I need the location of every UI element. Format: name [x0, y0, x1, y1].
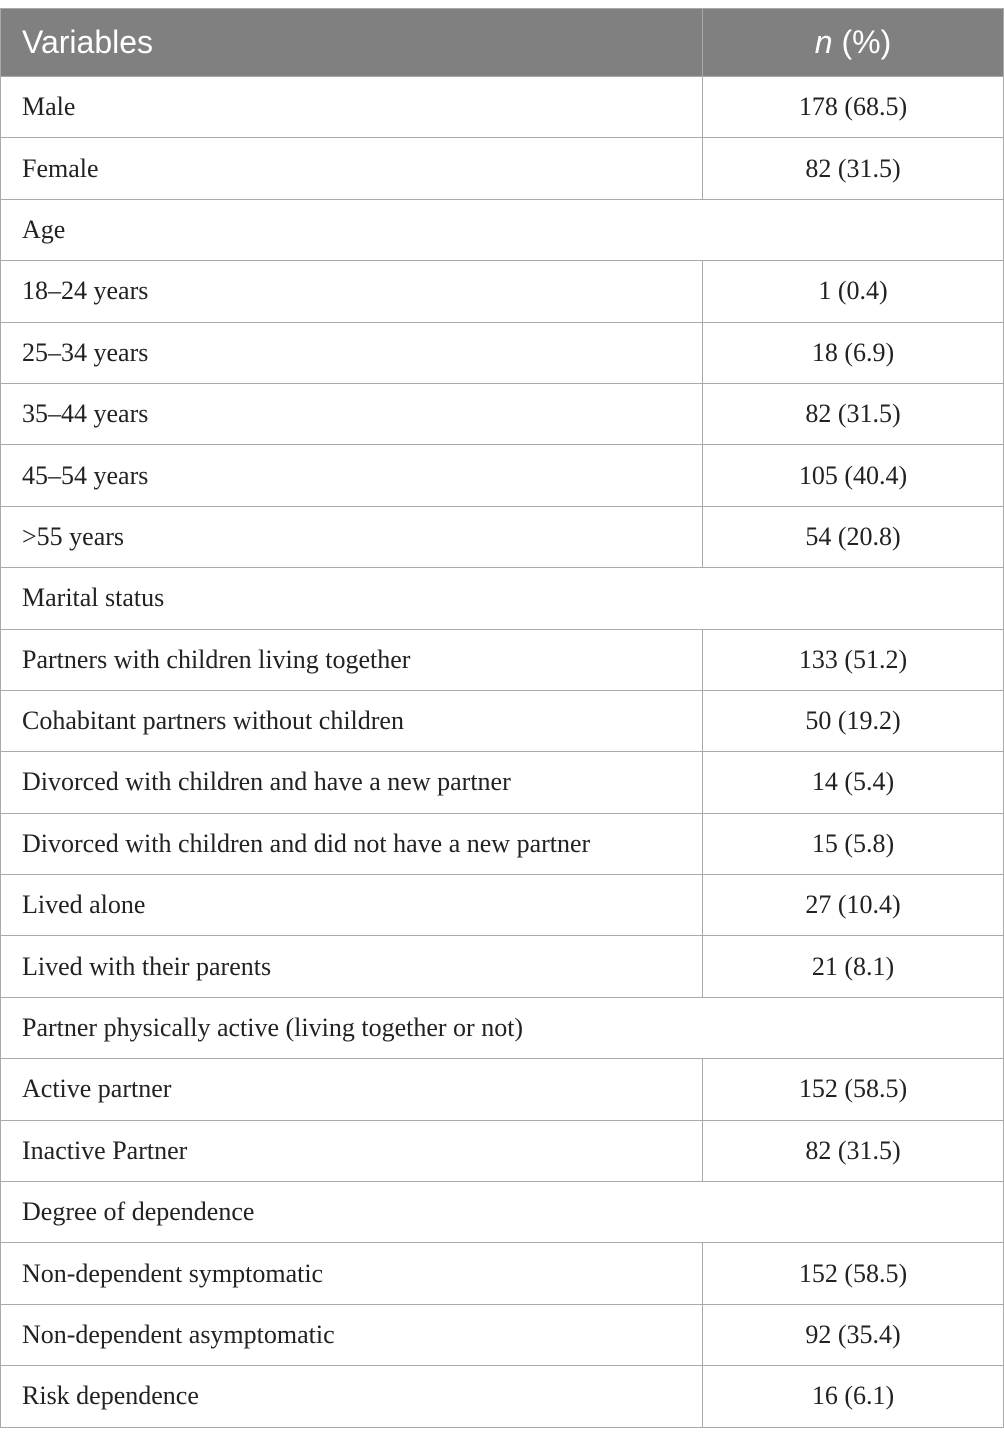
row-label: Inactive Partner	[1, 1120, 703, 1181]
table-row	[1, 875, 1004, 936]
demographics-table-container	[0, 8, 1004, 1428]
table-row	[1, 1120, 1004, 1181]
row-value: 16 (6.1)	[703, 1366, 1004, 1427]
row-value: 1 (0.4)	[703, 261, 1004, 322]
table-row	[1, 690, 1004, 751]
table-row	[1, 77, 1004, 138]
header-percent-label: (%)	[832, 24, 892, 60]
table-row	[1, 445, 1004, 506]
section-label: Age	[1, 199, 1004, 260]
row-value: 152 (58.5)	[703, 1059, 1004, 1120]
table-body	[1, 77, 1004, 1428]
row-label: Female	[1, 138, 703, 199]
row-value: 152 (58.5)	[703, 1243, 1004, 1304]
section-row	[1, 199, 1004, 260]
row-value: 21 (8.1)	[703, 936, 1004, 997]
row-label: 18–24 years	[1, 261, 703, 322]
header-n-percent	[703, 9, 1004, 77]
table-row	[1, 813, 1004, 874]
table-row	[1, 752, 1004, 813]
row-value: 14 (5.4)	[703, 752, 1004, 813]
row-value: 178 (68.5)	[703, 77, 1004, 138]
table-row	[1, 936, 1004, 997]
table-row	[1, 322, 1004, 383]
row-label: 25–34 years	[1, 322, 703, 383]
section-label: Marital status	[1, 568, 1004, 629]
row-label: Risk dependence	[1, 1366, 703, 1427]
table-row	[1, 629, 1004, 690]
row-label: Lived alone	[1, 875, 703, 936]
row-label: Active partner	[1, 1059, 703, 1120]
section-label: Partner physically active (living together or not)	[1, 997, 1004, 1058]
table-row	[1, 383, 1004, 444]
table-row	[1, 1366, 1004, 1427]
section-label: Degree of dependence	[1, 1182, 1004, 1243]
table-row	[1, 1304, 1004, 1365]
row-value: 50 (19.2)	[703, 690, 1004, 751]
header-variables: Variables	[1, 9, 703, 77]
row-value: 27 (10.4)	[703, 875, 1004, 936]
row-value: 105 (40.4)	[703, 445, 1004, 506]
row-label: Partners with children living together	[1, 629, 703, 690]
section-row	[1, 997, 1004, 1058]
row-value: 82 (31.5)	[703, 138, 1004, 199]
row-label: 45–54 years	[1, 445, 703, 506]
table-row	[1, 506, 1004, 567]
row-label: >55 years	[1, 506, 703, 567]
row-value: 82 (31.5)	[703, 1120, 1004, 1181]
table-row	[1, 138, 1004, 199]
row-value: 54 (20.8)	[703, 506, 1004, 567]
row-value: 92 (35.4)	[703, 1304, 1004, 1365]
table-row	[1, 261, 1004, 322]
row-label: Non-dependent asymptomatic	[1, 1304, 703, 1365]
row-label: Divorced with children and did not have a new partner	[1, 813, 703, 874]
row-label: Non-dependent symptomatic	[1, 1243, 703, 1304]
row-label: Male	[1, 77, 703, 138]
row-label: Lived with their parents	[1, 936, 703, 997]
row-value: 133 (51.2)	[703, 629, 1004, 690]
table-header	[1, 9, 1004, 77]
row-value: 18 (6.9)	[703, 322, 1004, 383]
section-row	[1, 568, 1004, 629]
section-row	[1, 1182, 1004, 1243]
row-value: 15 (5.8)	[703, 813, 1004, 874]
header-row	[1, 9, 1004, 77]
table-row	[1, 1243, 1004, 1304]
demographics-table	[0, 8, 1004, 1428]
row-label: Divorced with children and have a new partner	[1, 752, 703, 813]
row-value: 82 (31.5)	[703, 383, 1004, 444]
table-row	[1, 1059, 1004, 1120]
header-n-label: n	[814, 24, 833, 60]
row-label: Cohabitant partners without children	[1, 690, 703, 751]
row-label: 35–44 years	[1, 383, 703, 444]
